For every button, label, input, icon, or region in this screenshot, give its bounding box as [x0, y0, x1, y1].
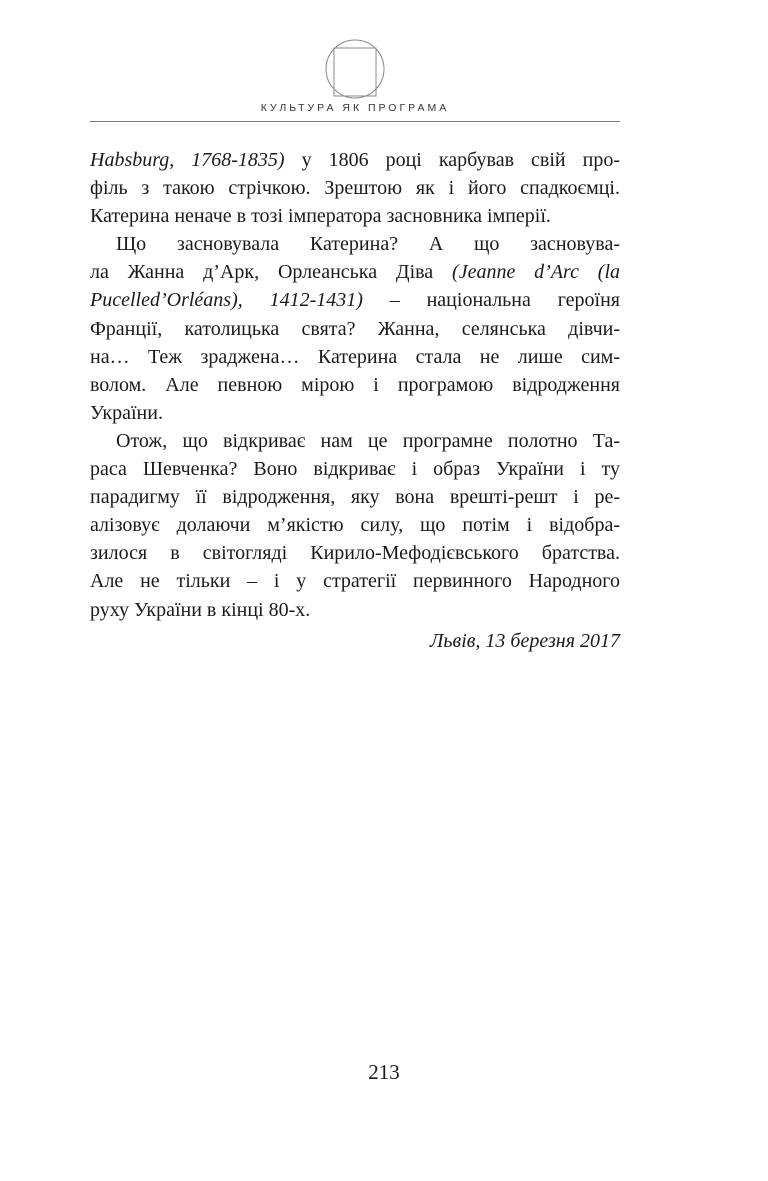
paragraph-3: [90, 427, 620, 624]
text-line: [90, 511, 620, 539]
running-head: КУЛЬТУРА ЯК ПРОГРАМА: [260, 102, 450, 114]
text-line: [90, 455, 620, 483]
text-span: Отож, що відкриває нам це програмне полотно Та-: [116, 429, 620, 452]
text-line: [90, 483, 620, 511]
text-span: на… Теж зраджена… Катерина стала не лише сим-: [90, 345, 620, 368]
text-span: філь з такою стрічкою. Зрештою як і його спадкоємці.: [90, 177, 620, 200]
text-line: [90, 258, 620, 286]
text-span: Pucelled’Orléans), 1412-1431): [90, 289, 363, 312]
text-line: [90, 146, 620, 174]
text-line: [90, 399, 620, 427]
body-text: [90, 146, 620, 624]
text-span: волом. Але певною мірою і програмою відродження: [90, 373, 620, 396]
text-span: раса Шевченка? Воно відкриває і образ України і ту: [90, 458, 620, 481]
text-span: парадигму її відродження, яку вона врешті-решт і ре-: [90, 486, 620, 509]
text-span: Habsburg, 1768-1835): [90, 149, 285, 171]
text-span: зилося в світогляді Кирило-Мефодієвського братства.: [90, 542, 620, 565]
paragraph-2: [90, 230, 620, 427]
text-span: України.: [90, 401, 163, 424]
text-line: [90, 230, 620, 258]
text-span: – національна героїня: [362, 289, 621, 312]
signature-date: Львів, 13 березня 2017: [429, 630, 620, 652]
text-span: алізовує долаючи м’якістю силу, що потім і відобра-: [90, 514, 620, 537]
text-span: ла Жанна д’Арк, Орлеанська Діва: [90, 261, 453, 284]
text-span: Франції, католицька свята? Жанна, селянська дівчи-: [90, 317, 620, 340]
text-span: у 1806 році карбував свій про-: [284, 149, 620, 171]
text-span: Катерина неначе в тозі імператора засновника імперії.: [90, 205, 551, 228]
text-line: [90, 567, 620, 595]
text-line: [90, 427, 620, 455]
text-span: Але не тільки – і у стратегії первинного Народного: [90, 570, 620, 593]
text-span: Що засновувала Катерина? А що засновува-: [116, 233, 620, 256]
header-emblem-icon: [324, 38, 386, 100]
text-line: [90, 174, 620, 202]
text-line: [90, 315, 620, 343]
text-line: [90, 202, 620, 230]
text-span: (Jeanne d’Arc (la: [452, 261, 621, 284]
text-line: [90, 539, 620, 567]
page-number: 213: [368, 1060, 400, 1084]
text-line: [90, 343, 620, 371]
text-line: [90, 371, 620, 399]
paragraph-1: [90, 146, 620, 230]
text-span: руху України в кінці 80-х.: [90, 598, 311, 621]
header-rule: [90, 121, 620, 122]
text-line: [90, 286, 620, 314]
text-line: [90, 596, 620, 624]
